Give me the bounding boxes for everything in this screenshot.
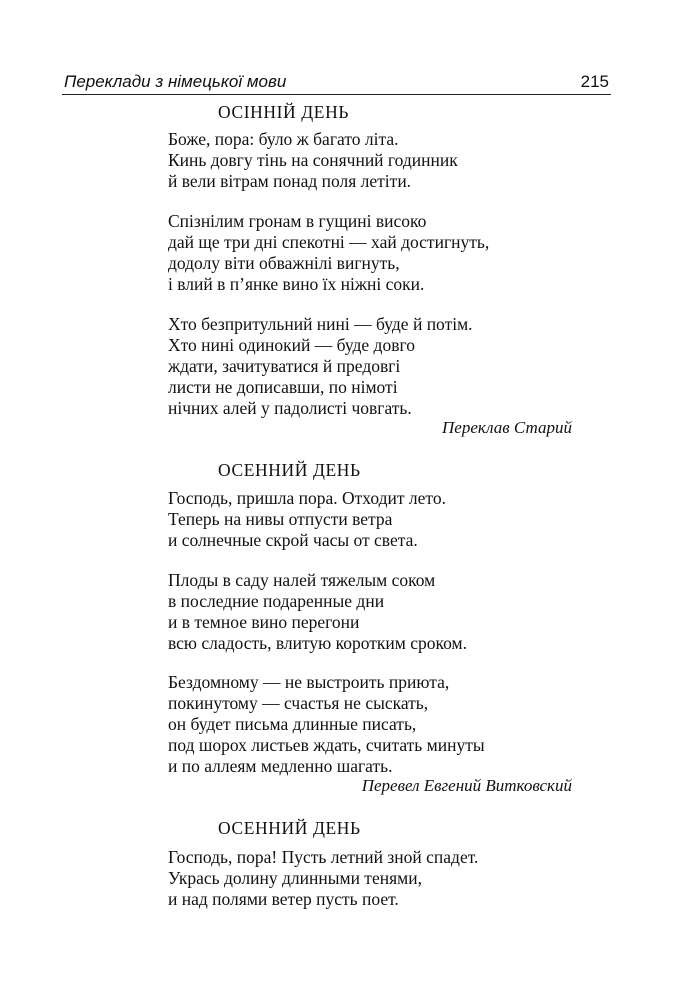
poem-title: ОСЕННИЙ ДЕНЬ	[218, 460, 361, 480]
poem-line: додолу віти обважнілі вигнуть,	[168, 253, 400, 273]
poem-stanza	[168, 570, 467, 654]
poem-line: Укрась долину длинными тенями,	[168, 868, 422, 888]
poem-stanza	[168, 314, 473, 419]
poem-line: дай ще три дні спекотні — хай достигнуть,	[168, 232, 490, 252]
poem-line: всю сладость, влитую коротким сроком.	[168, 633, 467, 653]
poem-stanza	[168, 129, 458, 192]
poem-title: ОСЕННИЙ ДЕНЬ	[218, 818, 361, 838]
header-title: Переклади з німецької мови	[64, 72, 287, 91]
translator-credit: Перевел Евгений Витковский	[361, 776, 572, 795]
poem-line: листи не дописавши, по німоті	[168, 377, 398, 397]
poem-stanza	[168, 672, 485, 777]
poem-line: Господь, пришла пора. Отходит лето.	[168, 488, 446, 508]
page-number: 215	[580, 72, 609, 91]
poem-title: ОСІННІЙ ДЕНЬ	[218, 102, 349, 122]
poem-line: Спізнілим гронам в гущині високо	[168, 211, 427, 231]
poem-line: и над полями ветер пусть поет.	[168, 889, 399, 909]
poem-line: ждати, зачитуватися й предовгі	[168, 356, 401, 376]
poem-line: й вели вітрам понад поля летіти.	[168, 171, 412, 191]
poem-line: нічних алей у падолисті човгать.	[168, 398, 412, 418]
poem-line: Бездомному — не выстроить приюта,	[168, 672, 450, 692]
poem-line: Плоды в саду налей тяжелым соком	[168, 570, 436, 590]
poem-line: Теперь на нивы отпусти ветра	[168, 509, 393, 529]
poem-line: и по аллеям медленно шагать.	[168, 756, 393, 776]
running-header	[62, 70, 611, 95]
translator-credit: Переклав Старий	[442, 418, 572, 437]
poem-line: Хто безпритульний нині — буде й потім.	[168, 314, 473, 334]
poem-line: Господь, пора! Пусть летний зной спадет.	[168, 847, 479, 867]
poem-line: он будет письма длинные писать,	[168, 714, 417, 734]
poem-line: Хто нині одинокий — буде довго	[168, 335, 415, 355]
poem-line: и солнечные скрой часы от света.	[168, 530, 418, 550]
poem-line: і влий в п’янке вино їх ніжні соки.	[168, 274, 425, 294]
poem-line: Боже, пора: було ж багато літа.	[168, 129, 399, 149]
poem-stanza	[168, 847, 478, 910]
poem-stanza	[168, 488, 446, 551]
poem-stanza	[168, 211, 489, 295]
poem-line: покинутому — счастья не сыскать,	[168, 693, 429, 713]
poem-line: и в темное вино перегони	[168, 612, 360, 632]
poem-line: в последние подаренные дни	[168, 591, 385, 611]
poem-line: Кинь довгу тінь на сонячний годинник	[168, 150, 458, 170]
poem-line: под шорох листьев ждать, считать минуты	[168, 735, 485, 755]
